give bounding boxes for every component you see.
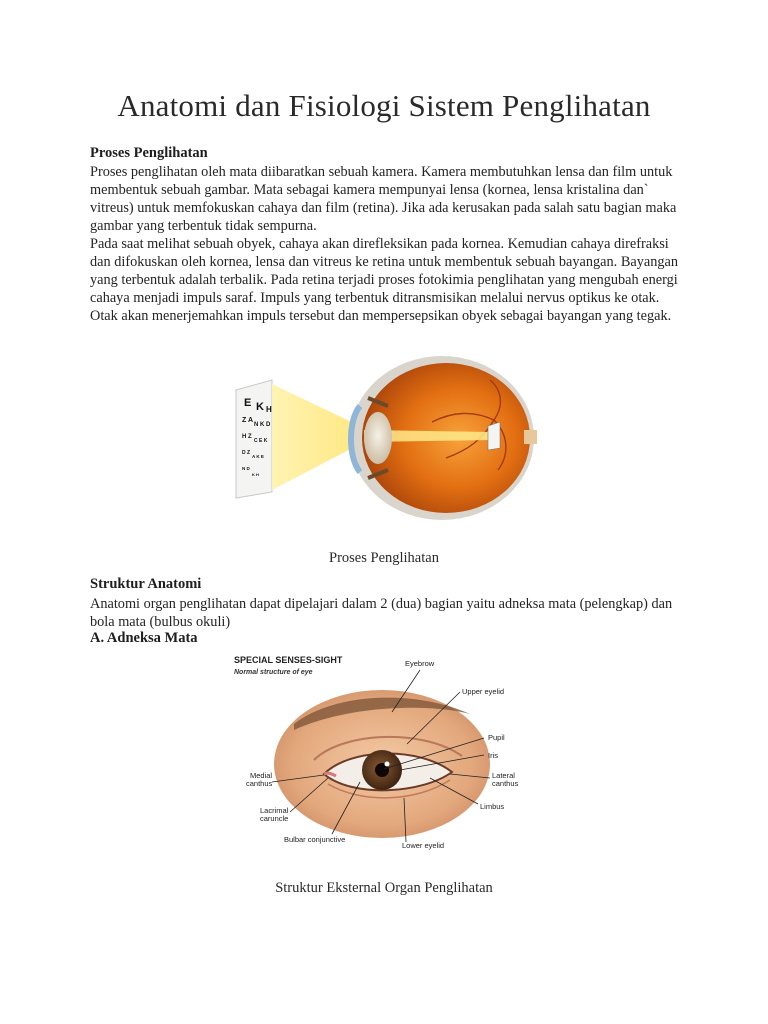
chart-letter: A K E xyxy=(252,454,264,459)
chart-letter: D Z xyxy=(242,450,251,456)
lens xyxy=(364,412,392,464)
diagram-title: SPECIAL SENSES-SIGHT xyxy=(234,655,343,665)
label-limbus: Limbus xyxy=(480,802,505,811)
chart-letter: H xyxy=(266,405,272,414)
chart-letter: N K D xyxy=(254,422,271,428)
label-iris: Iris xyxy=(488,751,498,760)
pupil-highlight xyxy=(385,762,390,767)
optic-nerve xyxy=(524,430,537,444)
label-lacrimal-caruncle: Lacrimal xyxy=(260,806,289,815)
chart-letter: N D xyxy=(242,466,250,471)
chart-letter: H Z xyxy=(242,434,252,440)
label-lacrimal-caruncle-2: caruncle xyxy=(260,814,289,823)
page-title: Anatomi dan Fisiologi Sistem Penglihatan xyxy=(117,88,651,123)
label-medial-canthus: Medial xyxy=(250,771,273,780)
label-pupil: Pupil xyxy=(488,733,505,742)
label-eyebrow: Eyebrow xyxy=(405,659,435,668)
label-bulbar-conjunctiva: Bulbar conjunctive xyxy=(284,835,346,844)
chart-letter: C E K xyxy=(254,438,268,444)
chart-letter: K H xyxy=(252,472,259,477)
label-lower-eyelid: Lower eyelid xyxy=(402,841,445,850)
figure-caption-struktur: Struktur Eksternal Organ Penglihatan xyxy=(275,880,493,896)
paragraph-refraksi: Pada saat melihat sebuah obyek, cahaya akan direfleksikan pada kornea. Kemudian cahaya direfraksi dan difokuskan oleh kornea, lensa dan vitreus ke retina untuk membentuk sebuah bayangan. Bayangan yang terbentuk adalah terbalik. Pada retina terjadi proses fotokimia penglihatan yang mengubah energi cahaya menjadi impuls saraf. Impuls yang terbentuk ditransmisikan melalui nervus optikus ke otak. Otak akan menerjemahkan impuls tersebut dan mempersepsikan obyek sebagai bayangan yang tegak. xyxy=(90,236,678,324)
label-lateral-canthus-2: canthus xyxy=(492,779,519,788)
section-heading-proses: Proses Penglihatan xyxy=(90,145,208,161)
label-medial-canthus-2: canthus xyxy=(246,779,273,788)
chart-letter: K xyxy=(256,401,264,413)
label-lateral-canthus: Lateral xyxy=(492,771,515,780)
retina-image xyxy=(488,422,500,450)
subsection-heading-adneksa: A. Adneksa Mata xyxy=(90,630,198,646)
eye-process-illustration xyxy=(232,350,537,530)
chart-letter: Z A xyxy=(242,417,254,424)
figure-external-eye xyxy=(232,652,522,852)
external-eye-diagram xyxy=(232,652,522,852)
section-heading-struktur: Struktur Anatomi xyxy=(90,576,202,592)
label-upper-eyelid: Upper eyelid xyxy=(462,687,505,696)
figure-caption-proses: Proses Penglihatan xyxy=(329,550,439,566)
figure-eye-process xyxy=(232,350,537,530)
chart-letter: E xyxy=(244,397,252,409)
diagram-subtitle: Normal structure of eye xyxy=(234,669,313,676)
paragraph-anatomi: Anatomi organ penglihatan dapat dipelajari dalam 2 (dua) bagian yaitu adneksa mata (pelengkap) dan bola mata (bulbus okuli) xyxy=(90,596,673,630)
paragraph-kamera: Proses penglihatan oleh mata diibaratkan sebuah kamera. Kamera membutuhkan lensa dan film untuk membentuk sebuah gambar. Mata sebagai kamera mempunyai lensa (kornea, lensa kristalina dan` vitreus) untuk memfokuskan cahaya dan film (retina). Jika ada kerusakan pada salah satu bagian maka gambar yang terbentuk tidak sempurna. xyxy=(90,164,677,234)
